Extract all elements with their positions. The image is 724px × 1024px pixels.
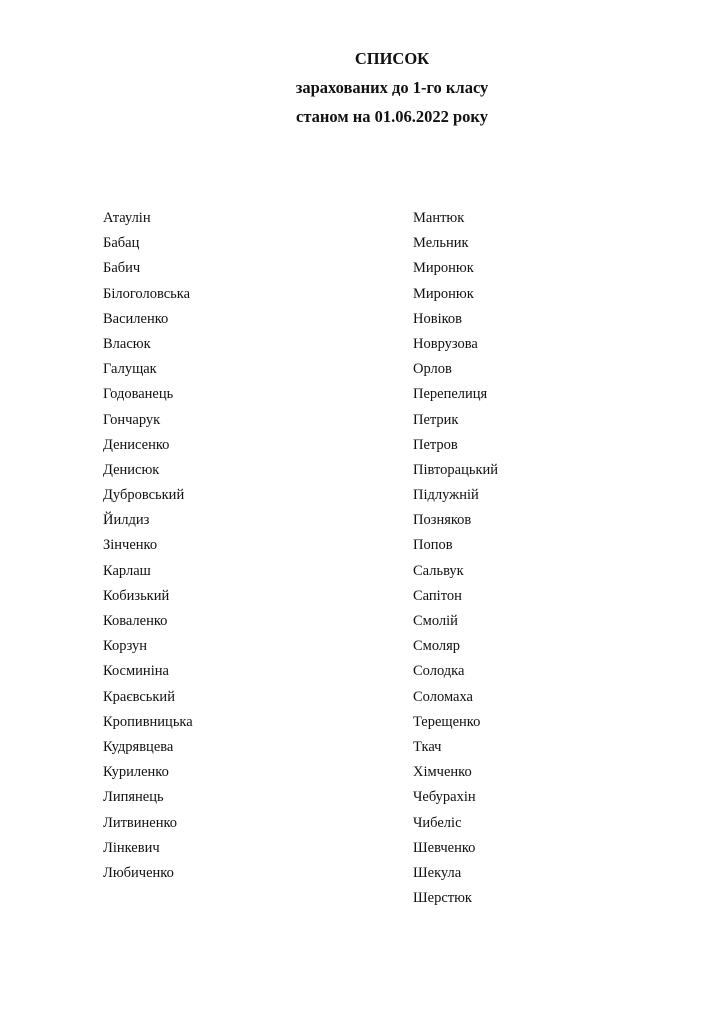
name-item: Василенко — [103, 310, 169, 327]
name-item: Годованець — [103, 386, 174, 403]
name-item: Шекула — [413, 864, 462, 881]
name-item: Кобизький — [103, 587, 170, 604]
name-item: Кропивницька — [103, 713, 193, 730]
name-item: Соломаха — [413, 688, 473, 705]
document-date-line: станом на 01.06.2022 року — [296, 107, 488, 126]
name-item: Денисюк — [103, 461, 160, 478]
name-item: Йилдиз — [103, 512, 150, 529]
name-item: Білоголовська — [103, 285, 191, 302]
name-item: Лінкевич — [103, 839, 160, 856]
name-item: Новрузова — [413, 335, 478, 352]
name-item: Хімченко — [413, 764, 472, 781]
name-item: Ткач — [413, 738, 442, 755]
document-subtitle: зарахованих до 1-го класу — [295, 78, 489, 97]
name-item: Бабац — [103, 235, 140, 252]
name-item: Петров — [413, 436, 458, 453]
name-item: Чебурахін — [413, 789, 476, 806]
name-item: Солодка — [413, 663, 465, 680]
name-item: Смолій — [413, 613, 458, 629]
name-item: Атаулін — [103, 210, 151, 226]
name-item: Литвиненко — [103, 814, 178, 831]
name-item: Галущак — [103, 361, 157, 378]
name-item: Мантюк — [413, 210, 465, 226]
name-item: Миронюк — [413, 285, 474, 302]
name-item: Гончарук — [103, 411, 161, 428]
name-item: Терещенко — [413, 713, 481, 730]
name-item: Бабич — [103, 260, 141, 277]
name-item: Косминіна — [103, 663, 169, 680]
name-item: Мельник — [413, 235, 469, 252]
name-item: Шевченко — [413, 839, 476, 856]
name-item: Кудрявцева — [103, 738, 174, 755]
name-item: Липянець — [103, 789, 164, 806]
name-item: Миронюк — [413, 260, 474, 277]
name-item: Власюк — [103, 335, 151, 352]
name-item: Денисенко — [103, 436, 170, 453]
name-item: Чибеліс — [413, 814, 462, 831]
name-item: Краєвський — [103, 688, 175, 705]
name-item: Півторацький — [413, 461, 499, 478]
name-item: Коваленко — [103, 613, 168, 629]
name-item: Орлов — [413, 361, 452, 378]
name-item: Карлаш — [103, 562, 151, 579]
document-title: СПИСОК — [354, 49, 430, 68]
name-item: Куриленко — [103, 764, 169, 781]
name-item: Сапітон — [413, 587, 462, 604]
name-item: Шерстюк — [413, 890, 472, 907]
name-item: Дубровський — [103, 487, 185, 504]
name-item: Перепелиця — [413, 386, 488, 403]
names-list-right — [413, 206, 498, 911]
name-item: Сальвук — [413, 562, 464, 579]
name-item: Позняков — [413, 512, 472, 529]
name-item: Смоляр — [413, 638, 461, 655]
name-item: Петрик — [413, 411, 459, 428]
name-item: Попов — [413, 537, 453, 554]
name-item: Підлужній — [413, 487, 479, 504]
name-item: Новіков — [413, 310, 463, 327]
name-item: Зінченко — [103, 537, 158, 554]
names-list-left — [103, 206, 193, 886]
document-header — [0, 44, 724, 131]
name-item: Любиченко — [103, 864, 174, 881]
name-item: Корзун — [103, 638, 148, 655]
